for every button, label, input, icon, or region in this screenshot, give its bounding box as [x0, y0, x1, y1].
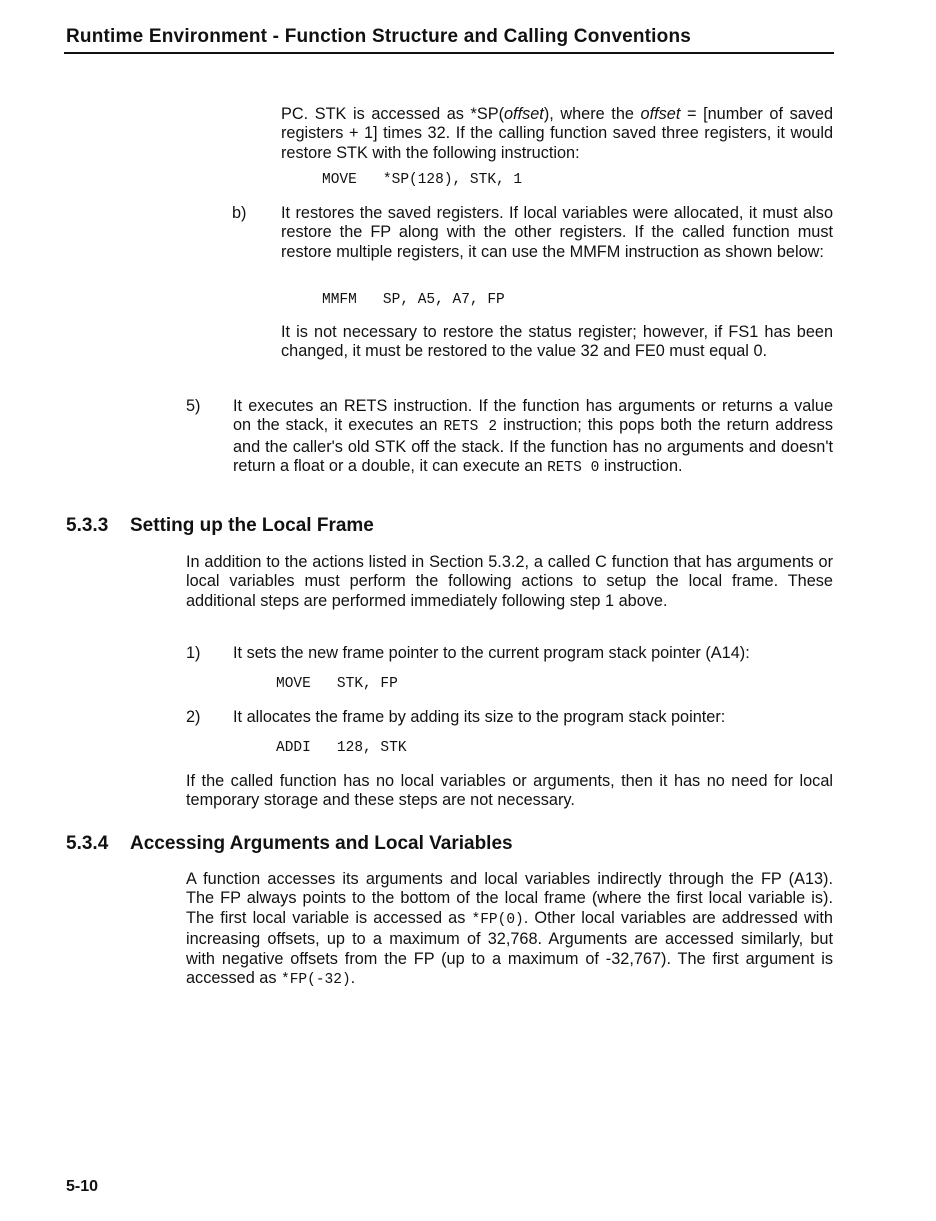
text-run: . — [350, 969, 356, 988]
item-5-text — [233, 397, 833, 479]
code-addi: ADDI 128, STK — [276, 740, 407, 756]
inline-code: *FP(-32) — [281, 972, 351, 989]
text-run: A function accesses its arguments and local variables indirectly through the FP (A13). The FP always points to the bottom of the local frame (where the first local variable is). The first local variable is accessed as — [186, 870, 833, 927]
section-heading-5-3-4 — [66, 833, 513, 855]
section-title: Setting up the Local Frame — [130, 515, 374, 536]
header-rule — [64, 52, 834, 54]
code-move-stk-fp: MOVE STK, FP — [276, 676, 398, 692]
item-b-text: It restores the saved registers. If local variables were allocated, it must also restore the FP along with the other registers. If the called function must restore multiple registers, it can use the MMFM instruction as shown below: — [281, 204, 833, 261]
step-label-1: 1) — [186, 644, 201, 662]
step-2-text: It allocates the frame by adding its size to the program stack pointer: — [233, 708, 726, 726]
running-header: Runtime Environment - Function Structure and Calling Conventions — [66, 26, 692, 47]
italic-offset: offset — [504, 105, 544, 123]
text-run: instruction. — [599, 457, 683, 476]
section-5-3-3-closing: If the called function has no local variables or arguments, then it has no need for local temporary storage and these steps are not necessary. — [186, 772, 833, 810]
section-heading-5-3-3 — [66, 515, 374, 537]
text-run: . Other local variables are addressed with increasing offsets, up to a maximum of 32,768. Arguments are accessed similarly, but with negative offsets from the FP (up to a maximum of -32,767). The first argument is accessed as — [186, 908, 833, 988]
code-mmfm: MMFM SP, A5, A7, FP — [322, 292, 505, 308]
section-title: Accessing Arguments and Local Variables — [130, 833, 513, 854]
section-number: 5.3.4 — [66, 833, 109, 854]
italic-offset: offset — [640, 105, 681, 123]
text-run: ), where the — [543, 105, 641, 123]
item-label-b: b) — [232, 204, 247, 222]
inline-code: *FP(0) — [471, 911, 524, 928]
section-5-3-3-intro: In addition to the actions listed in Section 5.3.2, a called C function that has arguments or local variables must perform the following actions to setup the local frame. These additional steps are performed immediately following step 1 above. — [186, 553, 833, 610]
page-number: 5-10 — [66, 1178, 99, 1195]
section-number: 5.3.3 — [66, 515, 109, 536]
text-run: = [number of saved registers + 1] times 32. If the calling function saved three registers, it would restore STK with the following instruction: — [281, 105, 834, 162]
code-move-sp: MOVE *SP(128), STK, 1 — [322, 172, 523, 188]
item-b-note: It is not necessary to restore the status register; however, if FS1 has been changed, it must be restored to the value 32 and FE0 must equal 0. — [281, 323, 833, 361]
inline-code: RETS 0 — [547, 460, 600, 477]
text-run: It executes an RETS instruction. If the function has arguments or returns a value on the stack, it executes an — [233, 397, 833, 435]
item-label-5: 5) — [186, 397, 201, 415]
inline-code: RETS 2 — [443, 419, 498, 436]
step-label-2: 2) — [186, 708, 201, 726]
continued-paragraph — [281, 105, 833, 163]
text-run: instruction; this pops both the return address and the caller's old STK off the stack. If the function has no arguments and doesn't return a float or a double, it can execute an — [233, 416, 834, 476]
text-run: PC. STK is accessed as *SP( — [281, 105, 504, 123]
step-1-text: It sets the new frame pointer to the current program stack pointer (A14): — [233, 644, 750, 662]
section-5-3-4-body — [186, 870, 833, 990]
